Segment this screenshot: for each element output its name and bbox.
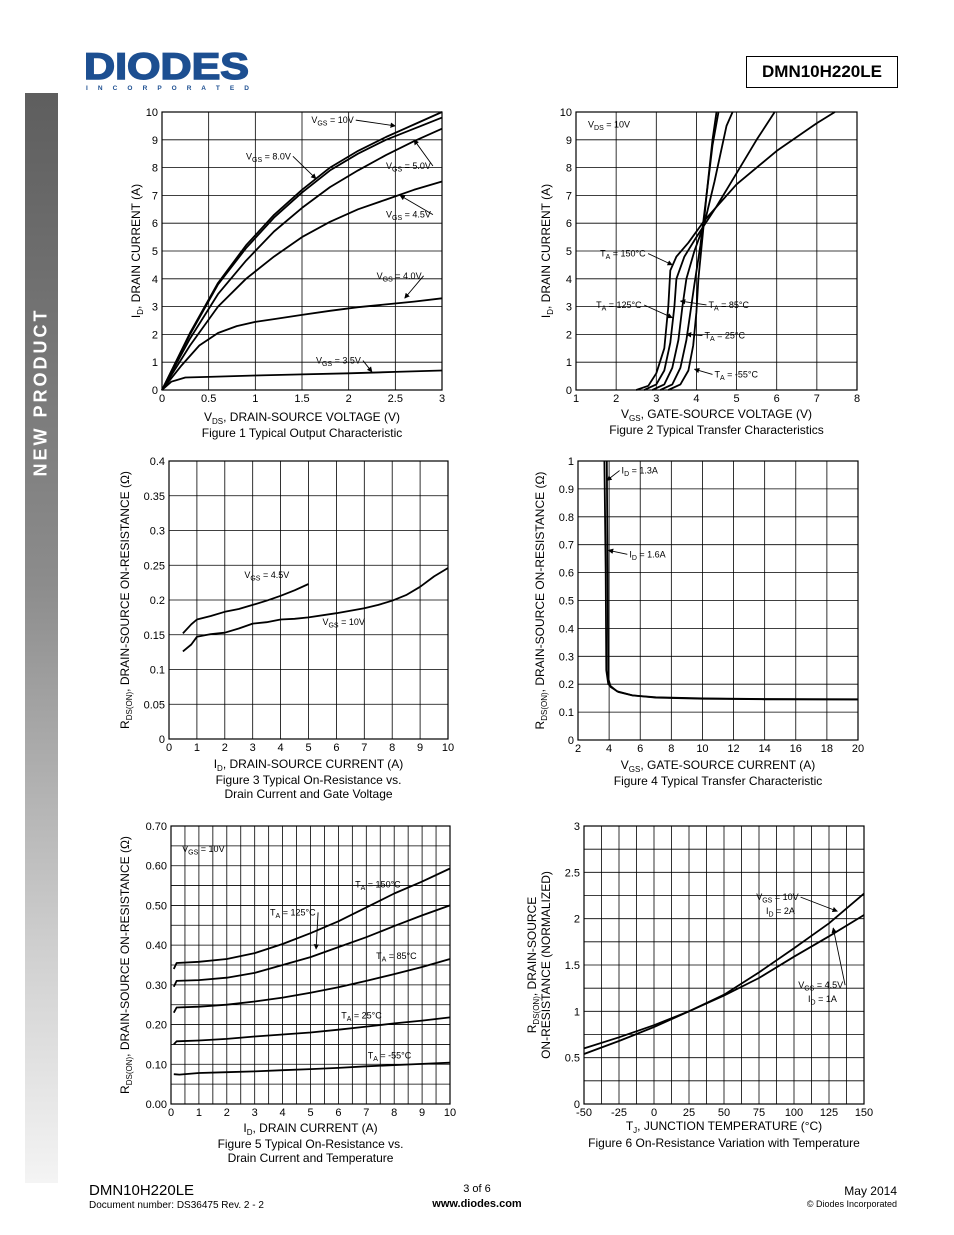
x-tick-label: 0 — [167, 1107, 175, 1119]
x-tick-label: 4 — [693, 393, 700, 405]
y-tick-label: 4 — [565, 273, 572, 286]
y-tick-label: 0.2 — [558, 679, 574, 692]
x-tick-label: 0.5 — [201, 393, 217, 405]
y-tick-label: 7 — [151, 190, 158, 203]
curve-annotation: $V_{GS} = 8.0V$ — [246, 151, 291, 164]
curve-annotation: $T_A = 150^\circ C$ — [600, 248, 646, 262]
x-tick-label: 1 — [195, 1107, 202, 1119]
footer-date: May 2014 — [844, 1184, 897, 1198]
curve-annotation: $V_{GS} = 4.0V$ — [376, 270, 422, 284]
curve-annotation: $V_{GS} = 4.5V$ — [386, 209, 431, 223]
footer-website-link[interactable]: www.diodes.com — [432, 1198, 522, 1210]
footer-part-number: DMN10H220LE — [89, 1182, 195, 1199]
y-tick-label: 4 — [151, 273, 158, 286]
y-tick-label: 5 — [151, 246, 158, 258]
figure-caption: Figure 4 Typical Transfer Characteristic — [613, 774, 823, 788]
y-tick-label: 0.60 — [145, 860, 167, 873]
y-tick-label: 0 — [158, 734, 165, 746]
x-tick-label: 7 — [813, 393, 820, 405]
x-tick-label: 0 — [650, 1107, 658, 1119]
y-tick-label: 0.05 — [143, 699, 165, 712]
figure-caption: Figure 2 Typical Transfer Characteristics — [609, 423, 824, 437]
y-axis-label: $I_D$, DRAIN CURRENT (A) — [539, 183, 555, 319]
y-tick-label: 9 — [565, 134, 572, 147]
y-tick-label: 0.30 — [145, 979, 167, 992]
x-tick-label: 14 — [758, 743, 771, 755]
new-product-label: NEW PRODUCT — [30, 307, 51, 477]
curve-annotation: $I_D = 1A$ — [808, 994, 837, 1007]
y-tick-label: 0.1 — [558, 707, 574, 720]
y-tick-label: 0.70 — [145, 821, 167, 833]
figure-caption: Figure 3 Typical On-Resistance vs. — [215, 773, 402, 787]
logo-wordmark: DIODES — [84, 48, 249, 87]
annotation-arrow — [608, 550, 627, 554]
y-tick-label: 0.35 — [143, 490, 165, 503]
y-tick-label: 1 — [565, 357, 572, 370]
fig6-chart — [525, 821, 873, 1150]
y-tick-label: 8 — [151, 162, 158, 175]
y-axis-label: $R_{DS(ON)}$, DRAIN-SOURCE — [525, 896, 541, 1034]
x-tick-label: 4 — [606, 743, 613, 755]
curve-annotation: $T_A = 150^\circ C$ — [355, 879, 401, 893]
annotation-arrow — [801, 897, 838, 911]
series-line — [607, 461, 858, 699]
curve-annotation: $I_D = 2A$ — [766, 906, 795, 919]
series-line — [174, 905, 450, 986]
x-tick-label: 5 — [305, 742, 312, 754]
x-tick-label: 7 — [361, 742, 368, 754]
x-tick-label: 1 — [193, 742, 200, 754]
x-tick-label: 12 — [727, 743, 740, 755]
x-tick-label: 3 — [249, 742, 256, 754]
x-tick-label: 2 — [345, 393, 352, 405]
x-tick-label: 2 — [574, 743, 582, 755]
x-tick-label: 100 — [784, 1107, 804, 1119]
y-tick-label: 1 — [573, 1006, 580, 1019]
x-tick-label: 2 — [221, 742, 228, 754]
x-tick-label: 9 — [419, 1107, 426, 1119]
x-tick-label: -50 — [576, 1107, 592, 1119]
y-tick-label: 2 — [573, 913, 580, 926]
y-tick-label: 0.15 — [143, 629, 165, 642]
x-tick-label: 8 — [853, 393, 861, 405]
fig3-chart — [118, 456, 454, 801]
footer-page-number: 3 of 6 — [463, 1183, 491, 1195]
curve-annotation: $V_{GS} = 5.0V$ — [386, 160, 431, 174]
x-tick-label: 6 — [335, 1107, 342, 1119]
x-tick-label: 8 — [668, 743, 675, 755]
curve-annotation: $V_{GS} = 10V$ — [322, 617, 365, 630]
y-tick-label: 0.5 — [558, 595, 574, 608]
y-tick-label: 0.3 — [558, 651, 574, 664]
x-tick-label: 125 — [819, 1107, 839, 1119]
x-tick-label: 6 — [773, 393, 780, 405]
figure-caption: Drain Current and Temperature — [227, 1151, 394, 1165]
x-tick-label: 16 — [789, 743, 802, 755]
curve-annotation: $V_{GS} = 10V$ — [756, 892, 799, 905]
y-tick-label: 1 — [567, 456, 574, 468]
x-tick-label: 10 — [441, 742, 455, 754]
figure-caption: Figure 6 On-Resistance Variation with Temperature — [588, 1136, 860, 1150]
fig4-chart — [533, 456, 864, 788]
curve-annotation: $I_D = 1.3A$ — [621, 465, 658, 479]
curve-annotation: $T_A = 25^\circ C$ — [341, 1010, 382, 1024]
part-number-box: DMN10H220LE — [746, 56, 898, 88]
curve-annotation: $T_A = 125^\circ C$ — [270, 907, 316, 920]
x-tick-label: 75 — [752, 1107, 766, 1119]
x-tick-label: 2.5 — [387, 393, 403, 405]
fig5-chart — [118, 821, 456, 1165]
x-tick-label: 6 — [333, 742, 340, 754]
series-line — [604, 461, 858, 700]
y-axis-label: $R_{DS(ON)}$, DRAIN-SOURCE ON-RESISTANCE (Ω) — [533, 471, 549, 730]
curve-annotation: $V_{GS} = 4.5V$ — [244, 569, 290, 583]
x-tick-label: 25 — [682, 1107, 696, 1119]
footer-document-number: Document number: DS36475 Rev. 2 - 2 — [89, 1200, 264, 1211]
y-tick-label: 7 — [565, 190, 572, 203]
annotation-arrow — [607, 471, 620, 481]
annotation-arrow — [356, 120, 396, 126]
x-tick-label: 8 — [391, 1107, 398, 1119]
y-axis-label: ON-RESISTANCE (NORMALIZED) — [539, 871, 553, 1059]
x-axis-label: $V_{GS}$, GATE-SOURCE VOLTAGE (V) — [621, 407, 812, 423]
curve-annotation: $V_{GS} = 4.5V$ — [798, 980, 844, 993]
y-tick-label: 1.5 — [564, 960, 580, 972]
y-tick-label: 1 — [151, 357, 158, 370]
x-tick-label: 6 — [637, 743, 644, 755]
x-tick-label: 5 — [733, 393, 740, 405]
y-tick-label: 0.2 — [149, 595, 165, 607]
y-tick-label: 6 — [565, 218, 572, 231]
x-tick-label: 4 — [279, 1107, 286, 1119]
y-tick-label: 2.5 — [564, 867, 580, 880]
y-tick-label: 9 — [151, 134, 158, 147]
x-tick-label: 20 — [851, 743, 865, 755]
y-tick-label: 0.7 — [558, 539, 574, 552]
x-tick-label: 4 — [277, 742, 284, 754]
x-tick-label: 0 — [158, 393, 166, 405]
x-tick-label: 2 — [613, 393, 620, 405]
curve-annotation: $I_D = 1.6A$ — [629, 549, 666, 562]
y-tick-label: 2 — [151, 329, 158, 342]
curve-annotation: $T_A = -55^\circ C$ — [714, 369, 759, 382]
y-tick-label: 0.6 — [558, 567, 574, 580]
y-tick-label: 0.10 — [145, 1059, 167, 1072]
curve-annotation: $T_A = 125^\circ C$ — [596, 299, 642, 313]
y-tick-label: 10 — [559, 107, 572, 119]
x-tick-label: 10 — [443, 1107, 457, 1119]
x-tick-label: 50 — [717, 1107, 731, 1119]
y-tick-label: 3 — [565, 301, 572, 314]
figure-caption: Drain Current and Gate Voltage — [224, 787, 393, 801]
y-axis-label: $R_{DS(ON)}$, DRAIN-SOURCE ON-RESISTANCE (Ω) — [118, 471, 134, 729]
x-tick-label: 5 — [307, 1107, 314, 1119]
x-tick-label: 1 — [572, 393, 580, 405]
y-tick-label: 2 — [565, 329, 572, 342]
y-tick-label: 0.4 — [149, 456, 165, 468]
figure-caption: Figure 1 Typical Output Characteristic — [201, 426, 403, 440]
x-tick-label: 1 — [252, 393, 259, 405]
x-tick-label: 7 — [363, 1107, 370, 1119]
x-tick-label: 1.5 — [294, 393, 310, 405]
annotation-arrow — [694, 369, 712, 374]
y-tick-label: 0.4 — [558, 623, 574, 636]
figure-caption: Figure 5 Typical On-Resistance vs. — [217, 1137, 404, 1151]
y-tick-label: 0.1 — [149, 664, 165, 677]
y-tick-label: 0.8 — [558, 511, 574, 524]
y-tick-label: 8 — [565, 162, 572, 175]
y-tick-label: 3 — [151, 301, 158, 314]
x-tick-label: 150 — [854, 1107, 874, 1119]
y-tick-label: 0 — [565, 385, 572, 397]
y-axis-label: $R_{DS(ON)}$, DRAIN-SOURCE ON-RESISTANCE (Ω) — [118, 836, 134, 1094]
y-tick-label: 0.50 — [145, 900, 167, 913]
curve-annotation: $T_A = 85^\circ C$ — [376, 951, 417, 964]
x-tick-label: 9 — [417, 742, 424, 754]
curve-annotation: $V_{GS} = 3.5V$ — [316, 355, 361, 369]
y-tick-label: 0 — [567, 735, 574, 747]
x-tick-label: 3 — [653, 393, 660, 405]
x-tick-label: 3 — [251, 1107, 258, 1119]
y-tick-label: 0.9 — [558, 483, 574, 496]
y-tick-label: 6 — [151, 218, 158, 231]
y-tick-label: 0 — [151, 385, 158, 397]
series-line — [183, 568, 448, 651]
annotation-arrow — [833, 928, 845, 985]
y-tick-label: 0.5 — [564, 1052, 580, 1065]
y-tick-label: 10 — [145, 107, 158, 119]
x-tick-label: 2 — [223, 1107, 230, 1119]
curve-annotation: $V_{GS} = 10V$ — [182, 843, 225, 857]
x-tick-label: 18 — [820, 743, 834, 755]
annotation-arrow — [648, 254, 672, 265]
x-tick-label: 8 — [389, 742, 396, 754]
x-axis-label: $I_D$, DRAIN CURRENT (A) — [243, 1121, 378, 1137]
y-tick-label: 0 — [573, 1099, 580, 1111]
x-tick-label: -25 — [611, 1107, 627, 1119]
y-tick-label: 5 — [565, 246, 572, 258]
curve-annotation: $T_A = 25^\circ C$ — [704, 330, 746, 344]
fig2-chart — [539, 107, 860, 437]
curve-annotation: $T_A = 85^\circ C$ — [708, 299, 750, 313]
x-tick-label: 3 — [438, 393, 446, 405]
y-tick-label: 0.3 — [149, 525, 165, 538]
x-axis-label: $I_D$, DRAIN-SOURCE CURRENT (A) — [213, 757, 404, 773]
curve-annotation: $V_{DS} = 10V$ — [588, 119, 631, 132]
y-tick-label: 0.25 — [143, 560, 165, 573]
x-axis-label: $T_J$, JUNCTION TEMPERATURE (°C) — [625, 1119, 823, 1135]
x-axis-label: $V_{DS}$, DRAIN-SOURCE VOLTAGE (V) — [203, 410, 401, 426]
y-tick-label: 0.40 — [145, 940, 167, 953]
annotation-arrow — [680, 301, 706, 305]
curve-annotation: $T_A = -55^\circ C$ — [367, 1050, 412, 1063]
y-axis-label: $I_D$, DRAIN CURRENT (A) — [129, 183, 145, 319]
y-tick-label: 0.00 — [145, 1099, 167, 1111]
curve-annotation: $V_{GS} = 10V$ — [311, 115, 354, 128]
x-axis-label: $V_{GS}$, GATE-SOURCE CURRENT (A) — [620, 758, 816, 774]
x-tick-label: 0 — [165, 742, 173, 754]
x-tick-label: 10 — [696, 743, 709, 755]
footer-copyright: © Diodes Incorporated — [806, 1199, 897, 1209]
logo-subtext: I N C O R P O R A T E D — [86, 85, 250, 92]
y-tick-label: 0.20 — [145, 1019, 167, 1032]
series-line — [174, 1017, 450, 1044]
fig1-chart — [129, 107, 445, 440]
y-tick-label: 3 — [573, 821, 580, 833]
